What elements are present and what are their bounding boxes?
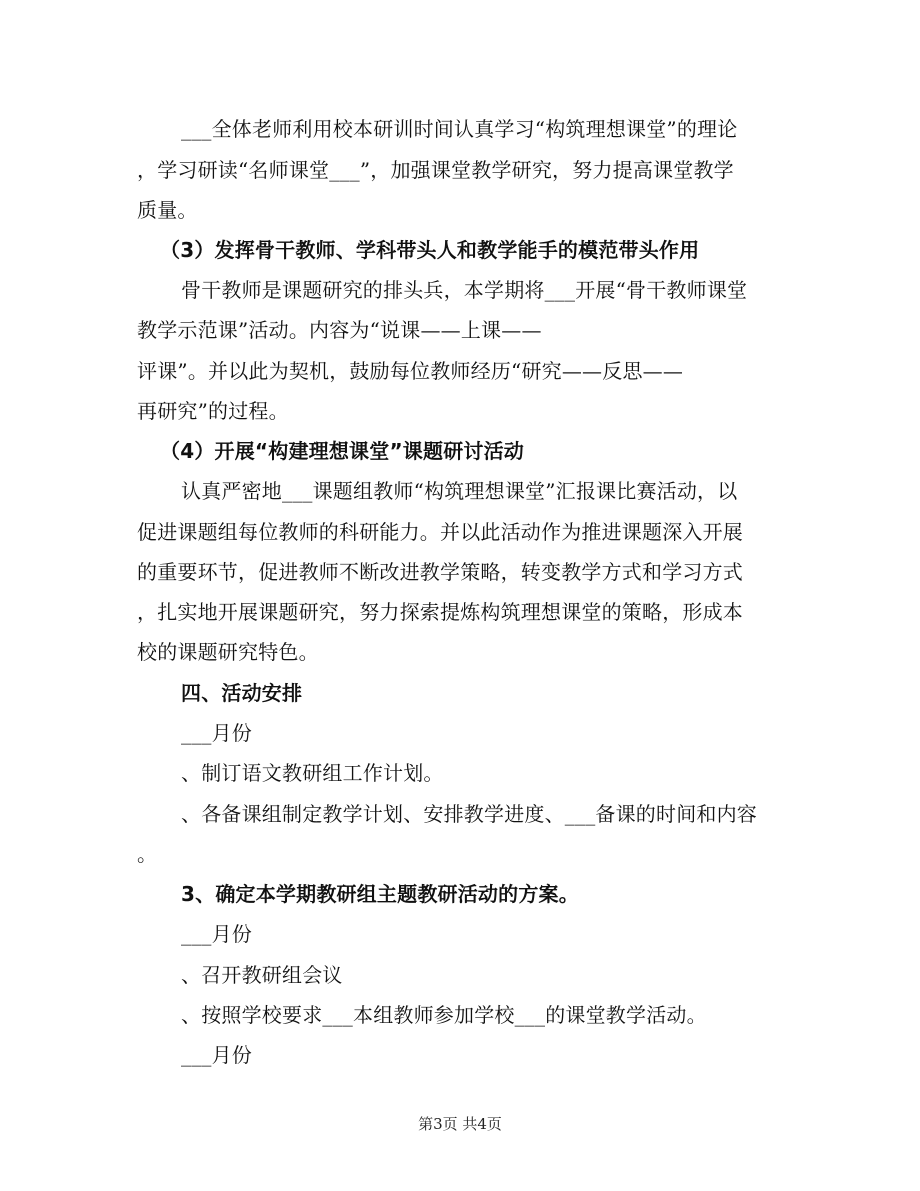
paragraph-line: ___全体老师利用校本研训时间认真学习“构筑理想课堂”的理论 (181, 117, 738, 141)
paragraph-line: ，扎实地开展课题研究，努力探索提炼构筑理想课堂的策略，形成本 (137, 600, 743, 624)
paragraph-line: 校的课题研究特色。 (137, 640, 319, 664)
paragraph-line: 认真严密地___课题组教师“构筑理想课堂”汇报课比赛活动，以 (181, 479, 738, 503)
paragraph-line: 、按照学校要求___本组教师参加学校___的课堂教学活动。 (181, 1003, 707, 1027)
paragraph-line: 、召开教研组会议 (181, 963, 343, 987)
paragraph-line: ___月份 (181, 922, 252, 946)
paragraph-line: 促进课题组每位教师的科研能力。并以此活动作为推进课题深入开展 (137, 520, 743, 544)
paragraph-line: 再研究”的过程。 (137, 399, 289, 423)
paragraph-line: 质量。 (137, 198, 198, 222)
paragraph-line: ___月份 (181, 721, 252, 745)
paragraph-line: 的重要环节，促进教师不断改进教学策略，转变教学方式和学习方式 (137, 560, 743, 584)
section-heading: 四、活动安排 (181, 681, 303, 705)
paragraph-line: 。 (137, 842, 158, 866)
section-heading: （4）开展“构建理想课堂”课题研讨活动 (160, 439, 525, 463)
paragraph-line: 评课”。并以此为契机，鼓励每位教师经历“研究——反思—— (137, 359, 684, 383)
paragraph-line: 教学示范课”活动。内容为“说课——上课—— (137, 318, 542, 342)
paragraph-line: ，学习研读“名师课堂___”，加强课堂教学研究，努力提高课堂教学 (137, 158, 734, 182)
paragraph-line: 、制订语文教研组工作计划。 (181, 761, 444, 785)
section-heading: （3）发挥骨干教师、学科带头人和教学能手的模范带头作用 (160, 238, 700, 262)
paragraph-line: 、各备课组制定教学计划、安排教学进度、___备课的时间和内容 (181, 802, 757, 826)
paragraph-line: ___月份 (181, 1043, 252, 1067)
paragraph-line: 骨干教师是课题研究的排头兵，本学期将___开展“骨干教师课堂 (181, 278, 748, 302)
page-number-footer: 第3页 共4页 (418, 1115, 502, 1133)
section-heading: 3、确定本学期教研组主题教研活动的方案。 (181, 882, 579, 906)
